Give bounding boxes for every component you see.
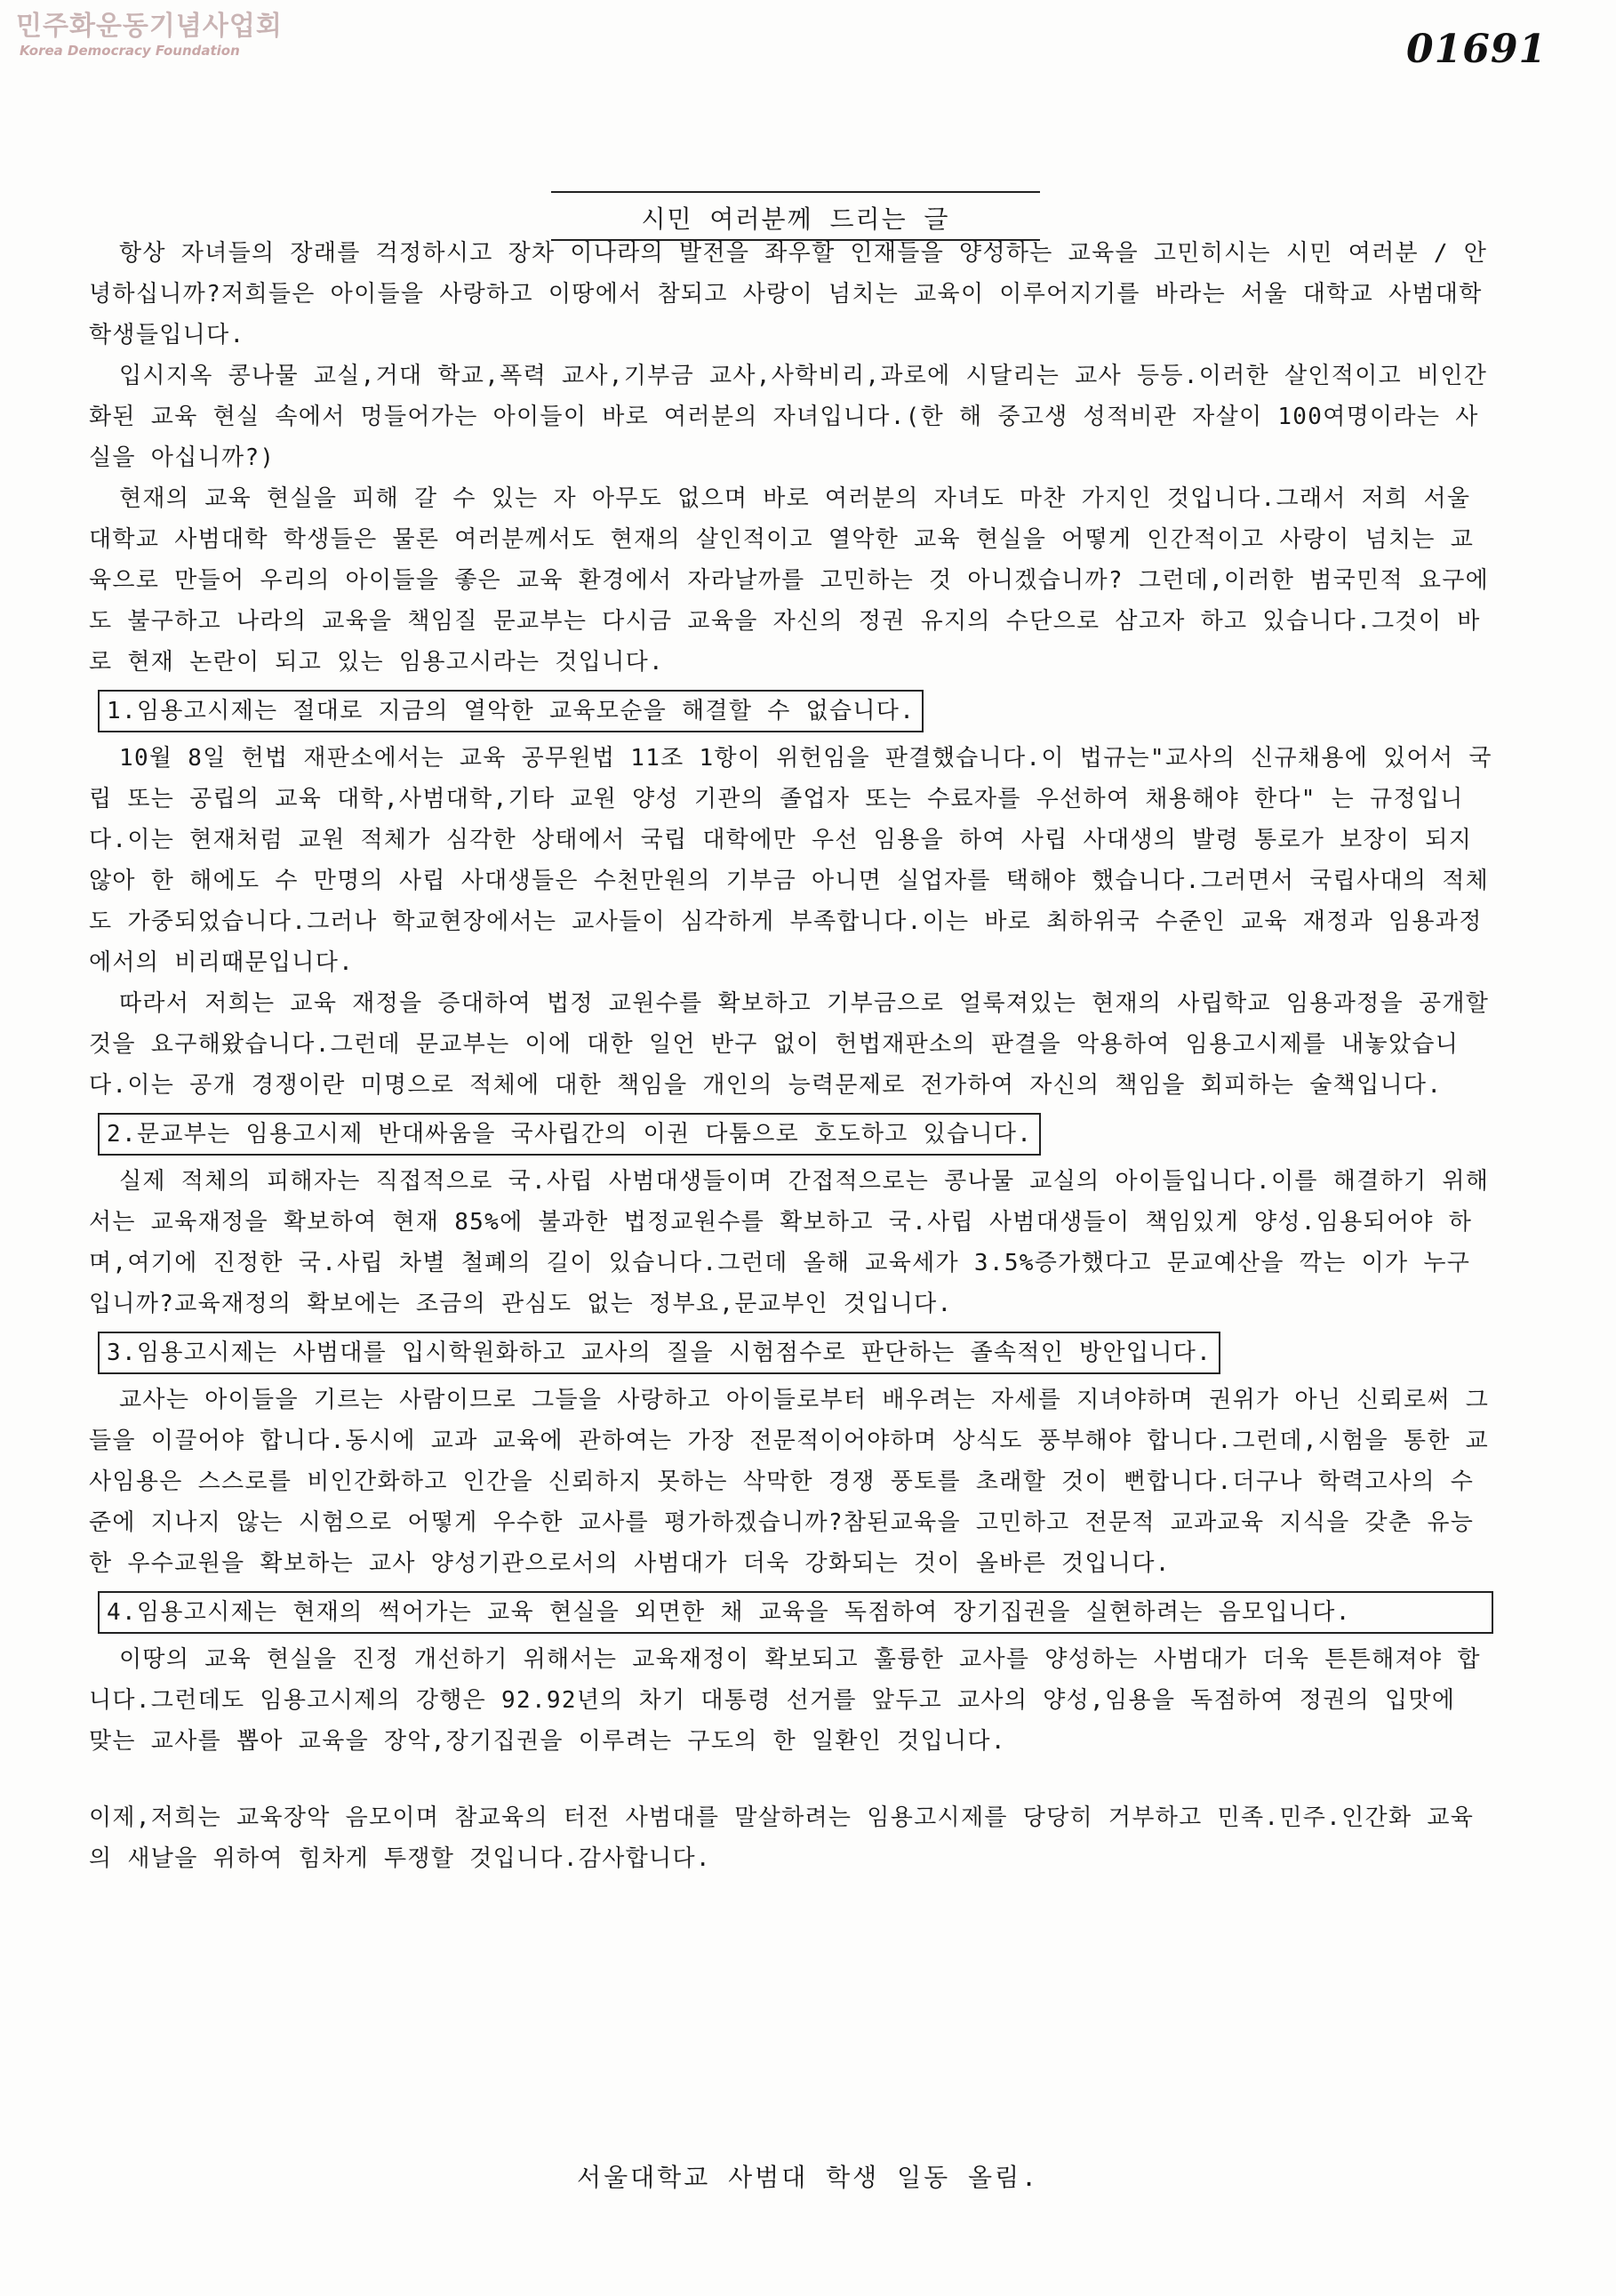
watermark-logo xyxy=(16,11,283,59)
intro-paragraph-2: 입시지옥 콩나물 교실,거대 학교,폭력 교사,기부금 교사,사학비리,과로에 시달리는 교사 등등.이러한 살인적이고 비인간화된 교육 현실 속에서 멍들어가는 아이들이 바로 여러분의 자녀입니다.(한 해 중고생 성적비관 자살이 100여명이라는 사실을 아십니까?) xyxy=(89,363,1488,471)
intro-paragraph-1: 항상 자녀들의 장래를 걱정하시고 장차 이나라의 발전을 좌우할 인재들을 양성하는 교육을 고민히시는 시민 여러분 / 안녕하십니까?저희들은 아이들을 사랑하고 이땅에서 참되고 사랑이 넘치는 교육이 이루어지기를 바라는 서울 대학교 사범대학 학생들입니다. xyxy=(89,240,1488,348)
intro-paragraph-3: 현재의 교육 현실을 피해 갈 수 있는 자 아무도 없으며 바로 여러분의 자녀도 마찬 가지인 것입니다.그래서 저희 서울대학교 사범대학 학생들은 물론 여러분께서도 현재의 살인적이고 열악한 교육 현실을 어떻게 인간적이고 사랑이 넘치는 교육으로 만들어 우리의 아이들을 좋은 교육 환경에서 자라날까를 고민하는 것 아니겠습니까? 그런데,이러한 범국민적 요구에도 불구하고 나라의 교육을 책임질 문교부는 다시금 교육을 자신의 정권 유지의 수단으로 삼고자 하고 있습니다.그것이 바로 현재 논란이 되고 있는 임용고시라는 것입니다. xyxy=(89,485,1490,676)
section-3-paragraph-1: 교사는 아이들을 기르는 사람이므로 그들을 사랑하고 아이들로부터 배우려는 자세를 지녀야하며 권위가 아닌 신뢰로써 그들을 이끌어야 합니다.동시에 교과 교육에 관하여는 가장 전문적이어야하며 상식도 풍부해야 합니다.그런데,시험을 통한 교사임용은 스스로를 비인간화하고 인간을 신뢰하지 못하는 삭막한 경쟁 풍토를 초래할 것이 뻔합니다.더구나 학력고사의 수준에 지나지 않는 시험으로 어떻게 우수한 교사를 평가하겠습니까?참된교육을 고민하고 전문적 교과교육 지식을 갖춘 유능한 우수교원을 확보하는 교사 양성기관으로서의 사범대가 더욱 강화되는 것이 올바른 것입니다. xyxy=(89,1387,1490,1577)
document-number: 01691 xyxy=(1406,27,1548,72)
page-title: 시민 여러분께 드리는 글 xyxy=(551,191,1040,241)
section-1-paragraph-1: 10월 8일 헌법 재판소에서는 교육 공무원법 11조 1항이 위헌임을 판결했습니다.이 법규는"교사의 신규채용에 있어서 국립 또는 공립의 교육 대학,사범대학,기타 교원 양성 기관의 졸업자 또는 수료자를 우선하여 채용해야 한다" 는 규정입니다.이는 현재처럼 교원 적체가 심각한 상태에서 국립 대학에만 우선 임용을 하여 사립 사대생의 발령 통로가 보장이 되지 않아 한 해에도 수 만명의 사립 사대생들은 수천만원의 기부금 아니면 실업자를 택해야 했습니다.그러면서 국립사대의 적체도 가중되었습니다.그러나 학교현장에서는 교사들이 심각하게 부족합니다.이는 바로 최하위국 수준인 교육 재정과 임용과정에서의 비리때문입니다. xyxy=(89,745,1492,976)
section-3-heading: 3.임용고시제는 사범대를 입시학원화하고 교사의 질을 시험점수로 판단하는 졸속적인 방안입니다. xyxy=(98,1332,1220,1374)
watermark-korean: 민주화운동기념사업회 xyxy=(16,11,283,42)
section-4-heading: 4.임용고시제는 현재의 썩어가는 교육 현실을 외면한 채 교육을 독점하여 장기집권을 실현하려는 음모입니다. xyxy=(98,1591,1493,1634)
section-1-heading: 1.임용고시제는 절대로 지금의 열악한 교육모순을 해결할 수 없습니다. xyxy=(98,690,924,732)
watermark-english: Korea Democracy Foundation xyxy=(20,43,240,59)
signature: 서울대학교 사범대 학생 일동 올림. xyxy=(577,2163,1039,2192)
section-4-paragraph-1: 이땅의 교육 현실을 진정 개선하기 위해서는 교육재정이 확보되고 훌륭한 교사를 양성하는 사범대가 더욱 튼튼해져야 합니다.그런데도 임용고시제의 강행은 92.92년의 차기 대통령 선거를 앞두고 교사의 양성,임용을 독점하여 정권의 입맛에 맞는 교사를 뽑아 교육을 장악,장기집권을 이루려는 구도의 한 일환인 것입니다. xyxy=(89,1646,1481,1755)
document-body xyxy=(89,233,1493,1879)
section-1-paragraph-2: 따라서 저희는 교육 재정을 증대하여 법정 교원수를 확보하고 기부금으로 얼룩져있는 현재의 사립학교 임용과정을 공개할 것을 요구해왔습니다.그런데 문교부는 이에 대한 일언 반구 없이 헌법재판소의 판결을 악용하여 임용고시제를 내놓았습니다.이는 공개 경쟁이란 미명으로 적체에 대한 책임을 개인의 능력문제로 전가하여 자신의 책임을 회피하는 술책입니다. xyxy=(89,990,1490,1099)
closing-paragraph: 이제,저희는 교육장악 음모이며 참교육의 터전 사범대를 말살하려는 임용고시제를 당당히 거부하고 민족.민주.인간화 교육의 새날을 위하여 힘차게 투쟁할 것입니다.감사합니다. xyxy=(89,1804,1475,1872)
section-2-paragraph-1: 실제 적체의 피해자는 직접적으로 국.사립 사범대생들이며 간접적으로는 콩나물 교실의 아이들입니다.이를 해결하기 위해서는 교육재정을 확보하여 현재 85%에 불과한 법정교원수를 확보하고 국.사립 사범대생들이 책임있게 양성.임용되어야 하며,여기에 진정한 국.사립 차별 철폐의 길이 있습니다.그런데 올해 교육세가 3.5%증가했다고 문교예산을 깍는 이가 누구입니까?교육재정의 확보에는 조금의 관심도 없는 정부요,문교부인 것입니다. xyxy=(89,1168,1490,1317)
section-2-heading: 2.문교부는 임용고시제 반대싸움을 국사립간의 이권 다툼으로 호도하고 있습니다. xyxy=(98,1113,1041,1156)
